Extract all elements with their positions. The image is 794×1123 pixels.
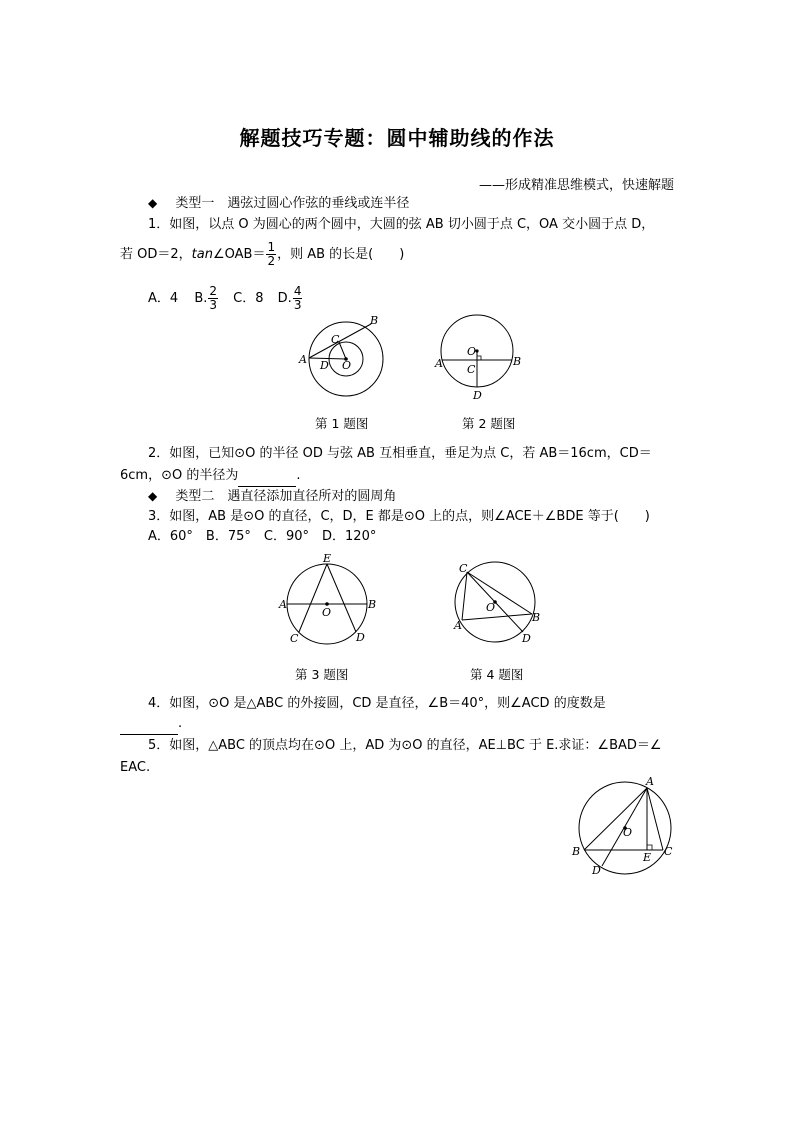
fig5-label-b: B: [572, 845, 581, 858]
q2-answer-blank[interactable]: [238, 466, 296, 487]
q1-option-b-fraction: [208, 285, 218, 312]
q1-option-b-den: 3: [209, 298, 218, 312]
fig4-label-c: C: [459, 562, 468, 575]
fig3-segment-ed: [327, 564, 356, 632]
fig3-label-d: D: [356, 631, 365, 644]
page-title: 解题技巧专题：圆中辅助线的作法: [239, 126, 555, 150]
q4-answer-blank[interactable]: [120, 714, 178, 735]
fig4-side-ca: [462, 572, 467, 620]
q4-line2-end: .: [178, 716, 183, 731]
q1-option-d-den: 3: [293, 298, 302, 312]
fig3-label-a: A: [279, 598, 287, 611]
q3-line1: 3．如图，AB 是⊙O 的直径，C，D，E 都是⊙O 上的点，则∠ACE＋∠BDE 等于( ): [148, 509, 650, 524]
type2-label: 类型二 遇直径添加直径所对的圆周角: [175, 489, 397, 504]
type2-heading: [148, 486, 396, 507]
fig5-side-ac: [647, 788, 663, 850]
fig4-label-d: D: [522, 632, 531, 645]
fig3-label-o: O: [322, 606, 332, 619]
q4-line1: 4．如图，⊙O 是△ABC 的外接圆，CD 是直径，∠B＝40°，则∠ACD 的度数是: [148, 696, 606, 711]
q1-frac-num: 1: [267, 240, 276, 254]
fig2-label-o: O: [467, 345, 477, 358]
fig2-label-b: B: [513, 355, 522, 368]
fig1-label-c: C: [331, 333, 340, 346]
q2-line2-text: 6cm，⊙O 的半径为: [120, 468, 239, 483]
fig2-right-angle-mark: [477, 356, 481, 360]
q1-fraction: [266, 241, 276, 268]
fig4-label-b: B: [532, 611, 541, 624]
figure-2: [430, 310, 530, 405]
q2-line2: [120, 466, 300, 487]
figure-5: [566, 775, 684, 879]
fig3-label-b: B: [368, 598, 377, 611]
fig3-caption: 第 3 题图: [295, 667, 349, 682]
figure-1: [290, 310, 400, 410]
q1-frac-den: 2: [267, 254, 276, 268]
q1-option-a: A．4: [148, 291, 179, 306]
q1-option-d-fraction: [293, 285, 303, 312]
fig1-label-o: O: [342, 359, 352, 372]
q1-option-d-num: 4: [293, 284, 302, 298]
type1-label: 类型一 遇弦过圆心作弦的垂线或连半径: [175, 196, 410, 211]
q1-option-b-label: B.: [194, 291, 208, 306]
q1-line1: 1．如图，以点 O 为圆心的两个圆中，大圆的弦 AB 切小圆于点 C，OA 交小圆于点 D，: [148, 217, 655, 232]
q2-line1: 2．如图，已知⊙O 的半径 OD 与弦 AB 互相垂直，垂足为点 C，若 AB＝16cm，CD＝: [148, 446, 652, 461]
q1-options: [148, 284, 303, 314]
fig5-right-angle-mark: [647, 845, 652, 850]
fig3-label-e: E: [323, 552, 332, 565]
type1-heading: [148, 193, 409, 214]
fig1-label-a: A: [299, 353, 307, 366]
q1-tan: tan: [191, 247, 213, 262]
fig5-label-d: D: [592, 864, 601, 877]
q4-line2: [120, 714, 182, 735]
q1-line2: [120, 240, 404, 270]
fig5-label-o: O: [623, 826, 633, 839]
q2-line2-end: .: [296, 468, 301, 483]
q1-line2-post: ，则 AB 的长是( ): [277, 247, 405, 262]
q1-line2-pre: 若 OD＝2，: [120, 247, 192, 262]
fig4-label-a: A: [454, 619, 462, 632]
fig3-label-c: C: [290, 632, 299, 645]
q3-options: A．60° B．75° C．90° D．120°: [148, 529, 377, 544]
fig4-label-o: O: [486, 601, 496, 614]
fig2-label-c: C: [467, 363, 476, 376]
fig3-segment-ec: [299, 564, 327, 632]
fig1-segment-oc: [339, 342, 346, 359]
fig1-caption: 第 1 题图: [315, 416, 369, 431]
fig2-caption: 第 2 题图: [462, 416, 516, 431]
q1-option-c: C．8: [233, 291, 264, 306]
figure-3: [276, 552, 384, 648]
fig4-side-cb: [467, 572, 532, 614]
fig1-label-b: B: [370, 314, 379, 327]
q5-line2: EAC.: [120, 760, 151, 775]
page-subtitle: ——形成精准思维模式，快速解题: [478, 178, 674, 193]
fig2-label-d: D: [473, 389, 482, 402]
q5-line1: 5．如图，△ABC 的顶点均在⊙O 上，AD 为⊙O 的直径，AE⊥BC 于 E.求证：∠BAD＝∠: [148, 738, 662, 753]
fig1-label-d: D: [320, 359, 329, 372]
fig5-label-a: A: [646, 775, 654, 788]
q1-option-d-label: D.: [277, 291, 292, 306]
fig5-label-e: E: [643, 851, 652, 864]
fig2-label-a: A: [435, 357, 443, 370]
figure-4: [446, 556, 550, 646]
fig5-side-ab: [584, 788, 647, 850]
fig4-side-ab: [462, 614, 532, 620]
diamond-bullet-icon: ◆: [148, 489, 158, 503]
diamond-bullet-icon: ◆: [148, 196, 158, 210]
fig4-caption: 第 4 题图: [470, 667, 524, 682]
fig5-label-c: C: [664, 845, 673, 858]
q1-line2-mid: ∠OAB＝: [212, 247, 266, 262]
q1-option-b-num: 2: [209, 284, 218, 298]
